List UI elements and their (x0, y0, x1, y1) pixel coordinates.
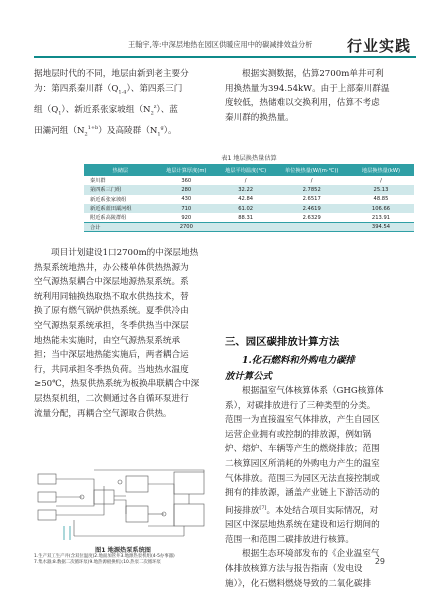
table-row (84, 204, 414, 213)
text-line: 担；当中深层地热能实施后，两者耦合运 (34, 350, 189, 361)
text-line: 根据实测数据，估算2700m单井可利 (242, 69, 384, 79)
text-line: 系），对碳排放进行了三种类型的分类。 (225, 400, 376, 411)
column-header: 地层换热量(kW) (348, 164, 414, 176)
text-line: 地热能未实施时，由空气源热泵系统承 (34, 335, 181, 346)
table-cell: 48.85 (348, 195, 414, 204)
text-line: 根据温室气体核算体系（GHG核算体 (242, 386, 384, 396)
table-cell: 秦川群 (84, 176, 157, 185)
reference-mark: [7] (259, 504, 267, 511)
table-cell: 新近系蓝田灞河组 (84, 204, 157, 213)
text-line: 范围一为直接温室气体排放，产生自园区 (225, 415, 380, 426)
text-line: 间接排放[7]。本处结合项目实际情况，对 (225, 504, 379, 516)
text-line: 热泵系统地热井，办公楼单体供热热源为 (34, 262, 189, 273)
table-row (84, 176, 414, 185)
page-number: 29 (374, 557, 385, 566)
table-cell: 61.02 (216, 204, 275, 213)
text-line: 组$(Q_1)$、新近系张家坡组$(N_2^z)$、蓝 (34, 103, 178, 117)
text-line: 范围一和范围二碳排放进行核算。 (225, 534, 354, 545)
text-line: 秦川群的换热量。 (225, 112, 294, 123)
table-cell: 2.6329 (275, 213, 348, 222)
table-cell: 42.84 (216, 195, 275, 204)
text-line: 田灞河组$(N_2^{1+b})$及高陵群$(N_1^g)$。 (34, 125, 177, 138)
ground-source-heat-pump-diagram (34, 466, 212, 544)
table-header-row (84, 164, 414, 176)
figure-legend-line: 1.生产双工生产井(含双位温度)2.地面加管井3.地源热泵机组(4-5办事器) (34, 554, 175, 559)
table-cell: 2.4619 (275, 204, 348, 213)
table-cell: 新近系张家坡组 (84, 195, 157, 204)
table-cell (216, 222, 275, 231)
text-line: 施）》，化石燃料燃烧导致的二氧化碳排 (225, 578, 372, 589)
text-line: 运营企业拥有或控制的排放源，例如锅 (225, 429, 372, 440)
text-line: 用换热量为394.54kW。由于上部秦川群温 (225, 83, 390, 94)
text-line: 项目计划建设1口2700m的中深层地热 (51, 248, 199, 258)
text-line: 度较低，热储难以交换利用，估算不考虑 (225, 98, 380, 109)
table-cell: 附近系高陵群组 (84, 213, 157, 222)
subsection-heading: 1.化石燃料和外购电力碳排 (242, 355, 355, 366)
table-cell: 25.13 (348, 185, 414, 194)
column-header: 地层计算厚度(m) (157, 164, 216, 176)
left-main-paragraph (34, 246, 210, 421)
right-top-paragraph (225, 67, 405, 125)
table-caption: 表1 地层换热量估算 (221, 155, 277, 162)
table-cell: 710 (157, 204, 216, 213)
heat-exchange-table (84, 164, 414, 232)
table-cell: 88.31 (216, 213, 275, 222)
table-cell: 2.6517 (275, 195, 348, 204)
table-cell: 2.7852 (275, 185, 348, 194)
text-line: 炉、熔炉、车辆等产生的燃烧排放；范围 (225, 444, 380, 455)
section-heading: 三、园区碳排放计算方法 (225, 336, 340, 348)
left-top-paragraph (34, 67, 210, 142)
table-cell: / (275, 176, 348, 185)
table-cell: 合计 (84, 222, 157, 231)
text-line: 为：第四系秦川群$(Q_{1-4})$、第四系三门 (34, 83, 183, 96)
text-line: 根据生态环境部发布的《企业温室气 (242, 549, 380, 560)
text-line: 空气源热泵系统承担，冬季供热当中深层 (34, 320, 189, 331)
table-cell (275, 222, 348, 231)
column-header: 单位换热量(W/(m·℃)) (275, 164, 348, 176)
figure-legend-line: 7.集水器;8.数据二次循环泵(9.地热源板换机);10.热泵二次循环泵 (34, 560, 161, 565)
text-line: ≥50℃，热泵供热系统为板换串联耦合中深 (34, 379, 200, 390)
text-line: 流量分配，再耦合空气源取合供热。 (34, 408, 172, 419)
table-cell: / (216, 176, 275, 185)
text-line: 换了原有燃气锅炉供热系统。夏季供冷由 (34, 306, 189, 317)
table-total-row (84, 222, 414, 231)
table-cell: / (348, 176, 414, 185)
table-row (84, 195, 414, 204)
table-cell: 213.91 (348, 213, 414, 222)
header-divider (34, 56, 416, 58)
figure-caption: 图1 地源热泵系统图 (95, 547, 151, 554)
running-title: 王翰宇,等:中深层地热在园区供暖应用中的碳减排效益分析 (128, 40, 313, 49)
section-label: 行业实践 (346, 37, 411, 55)
text-line: 拥有的排放源，涵盖产业链上下游活动的 (225, 488, 380, 499)
text-line: 园区中深层地热系统在建设和运行期间的 (225, 520, 380, 531)
table-row (84, 185, 414, 194)
text-line: 体排放核算方法与报告指南（发电设 (225, 563, 363, 574)
table-cell: 106.66 (348, 204, 414, 213)
subsection-heading-continued: 放计算公式 (225, 371, 272, 382)
table-cell: 32.22 (216, 185, 275, 194)
text-line: 行，共同承担冬季热负荷。当地热水温度 (34, 364, 189, 375)
column-header: 热储层 (84, 164, 157, 176)
table-cell: 430 (157, 195, 216, 204)
text-line: 统利用同轴换热取热不取水供热技术，替 (34, 291, 189, 302)
table-cell: 第四系三门组 (84, 185, 157, 194)
text-line: 层热泵机组，二次侧通过各自循环泵进行 (34, 393, 189, 404)
text-line: 空气源热泵耦合中深层地源热泵系统。系 (34, 277, 189, 288)
table-cell: 394.54 (348, 222, 414, 231)
text-line: 二核算园区所消耗的外购电力产生的温室 (225, 458, 380, 469)
table-cell: 2700 (157, 222, 216, 231)
table-row (84, 213, 414, 222)
text-line: 气体排放。范围三为园区无法直接控制或 (225, 473, 380, 484)
table-cell: 360 (157, 176, 216, 185)
table-cell: 280 (157, 185, 216, 194)
text-line: 据地层时代的不同，地层由新到老主要分 (34, 69, 189, 79)
table-cell: 920 (157, 213, 216, 222)
column-header: 地层平均温度(℃) (216, 164, 275, 176)
